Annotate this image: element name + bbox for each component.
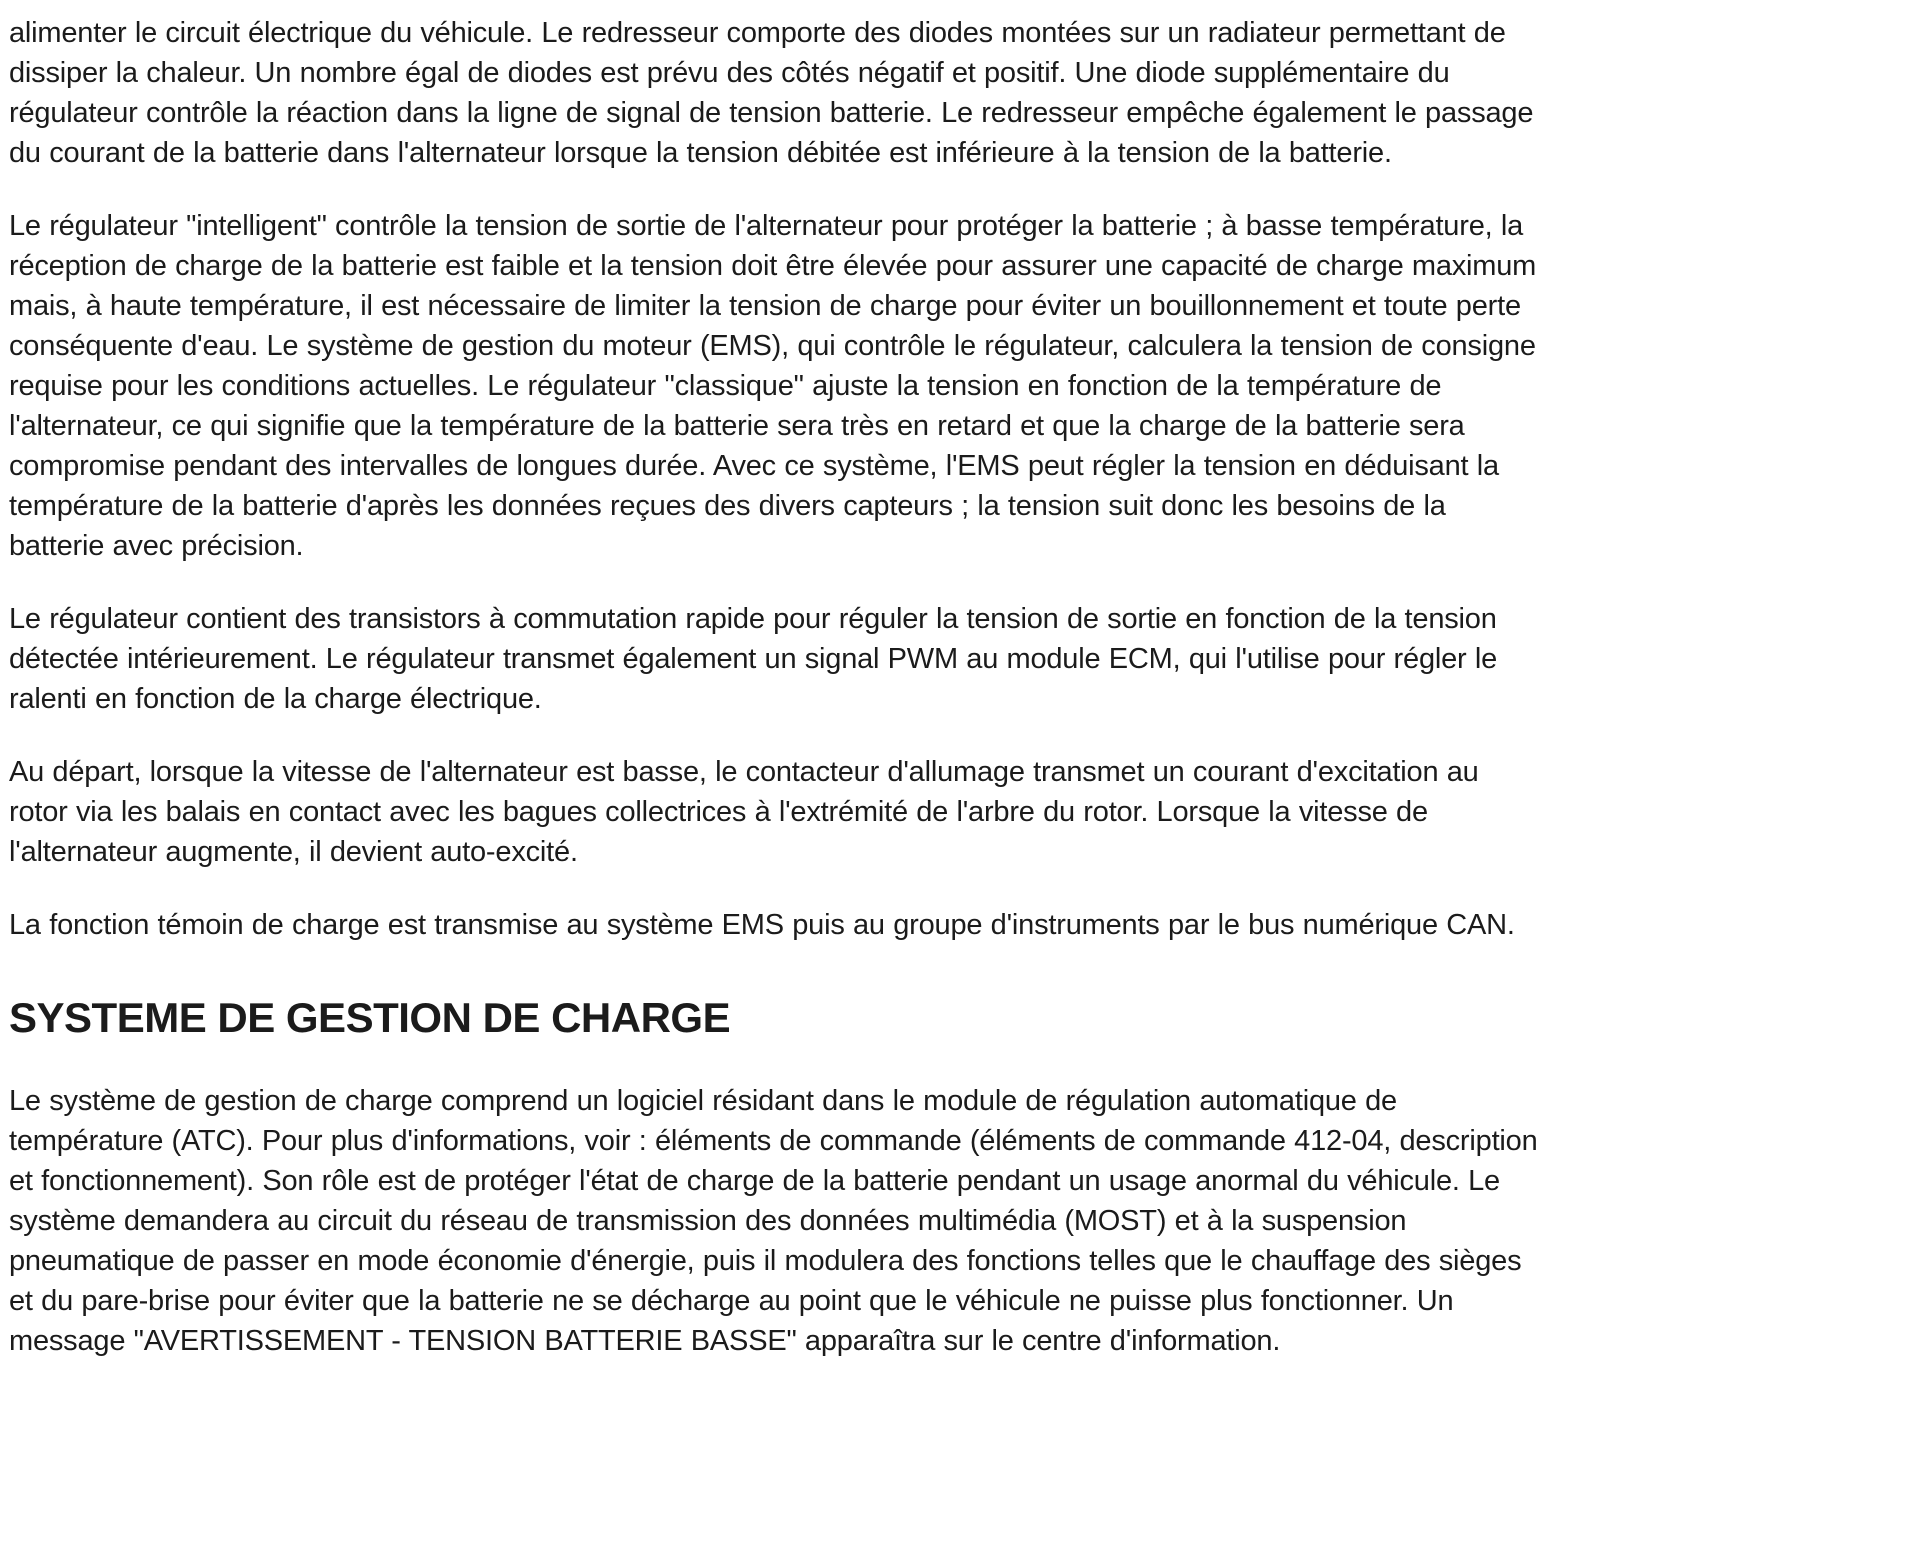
paragraph-regulator-transistors: Le régulateur contient des transistors à commutation rapide pour réguler la tension de sortie en fonction de la tension détectée intérieurement. Le régulateur transmet également un signal PWM au module ECM, qui l'utilise pour régler le ralenti en fonction de la charge électrique. [9, 603, 1498, 715]
paragraph-smart-regulator: Le régulateur "intelligent" contrôle la tension de sortie de l'alternateur pour protéger la batterie ; à basse température, la réception de charge de la batterie est faible et la tension doit être élevée pour assurer une capacité de charge maximum mais, à haute température, il est nécessaire de limiter la tension de charge pour éviter un bouillonnement et toute perte conséquente d'eau. Le système de gestion du moteur (EMS), qui contrôle le régulateur, calculera la tension de consigne requise pour les conditions actuelles. Le régulateur "classique" ajuste la tension en fonction de la température de l'alternateur, ce qui signifie que la température de la batterie sera très en retard et que la charge de la batterie sera compromise pendant des intervalles de longues durée. Avec ce système, l'EMS peut régler la tension en déduisant la température de la batterie d'après les données reçues des divers capteurs ; la tension suit donc les besoins de la batterie avec précision. [9, 210, 1537, 562]
paragraph-rectifier-diodes: alimenter le circuit électrique du véhicule. Le redresseur comporte des diodes montées sur un radiateur permettant de dissiper la chaleur. Un nombre égal de diodes est prévu des côtés négatif et positif. Une diode supplémentaire du régulateur contrôle la réaction dans la ligne de signal de tension batterie. Le redresseur empêche également le passage du courant de la batterie dans l'alternateur lorsque la tension débitée est inférieure à la tension de la batterie. [9, 17, 1534, 169]
document-text-block [9, 13, 1539, 1361]
paragraph-charge-warning-function: La fonction témoin de charge est transmise au système EMS puis au groupe d'instruments par le bus numérique CAN. [9, 909, 1515, 941]
section-heading-charge-management: SYSTEME DE GESTION DE CHARGE [9, 994, 731, 1041]
paragraph-charge-management-system: Le système de gestion de charge comprend un logiciel résidant dans le module de régulation automatique de température (ATC). Pour plus d'informations, voir : éléments de commande (éléments de commande 412-04, description et fonctionnement). Son rôle est de protéger l'état de charge de la batterie pendant un usage anormal du véhicule. Le système demandera au circuit du réseau de transmission des données multimédia (MOST) et à la suspension pneumatique de passer en mode économie d'énergie, puis il modulera des fonctions telles que le chauffage des sièges et du pare-brise pour éviter que la batterie ne se décharge au point que le véhicule ne puisse plus fonctionner. Un message "AVERTISSEMENT - TENSION BATTERIE BASSE" apparaîtra sur le centre d'information. [9, 1085, 1538, 1357]
paragraph-excitation-current: Au départ, lorsque la vitesse de l'alternateur est basse, le contacteur d'allumage transmet un courant d'excitation au rotor via les balais en contact avec les bagues collectrices à l'extrémité de l'arbre du rotor. Lorsque la vitesse de l'alternateur augmente, il devient auto-excité. [9, 756, 1479, 868]
